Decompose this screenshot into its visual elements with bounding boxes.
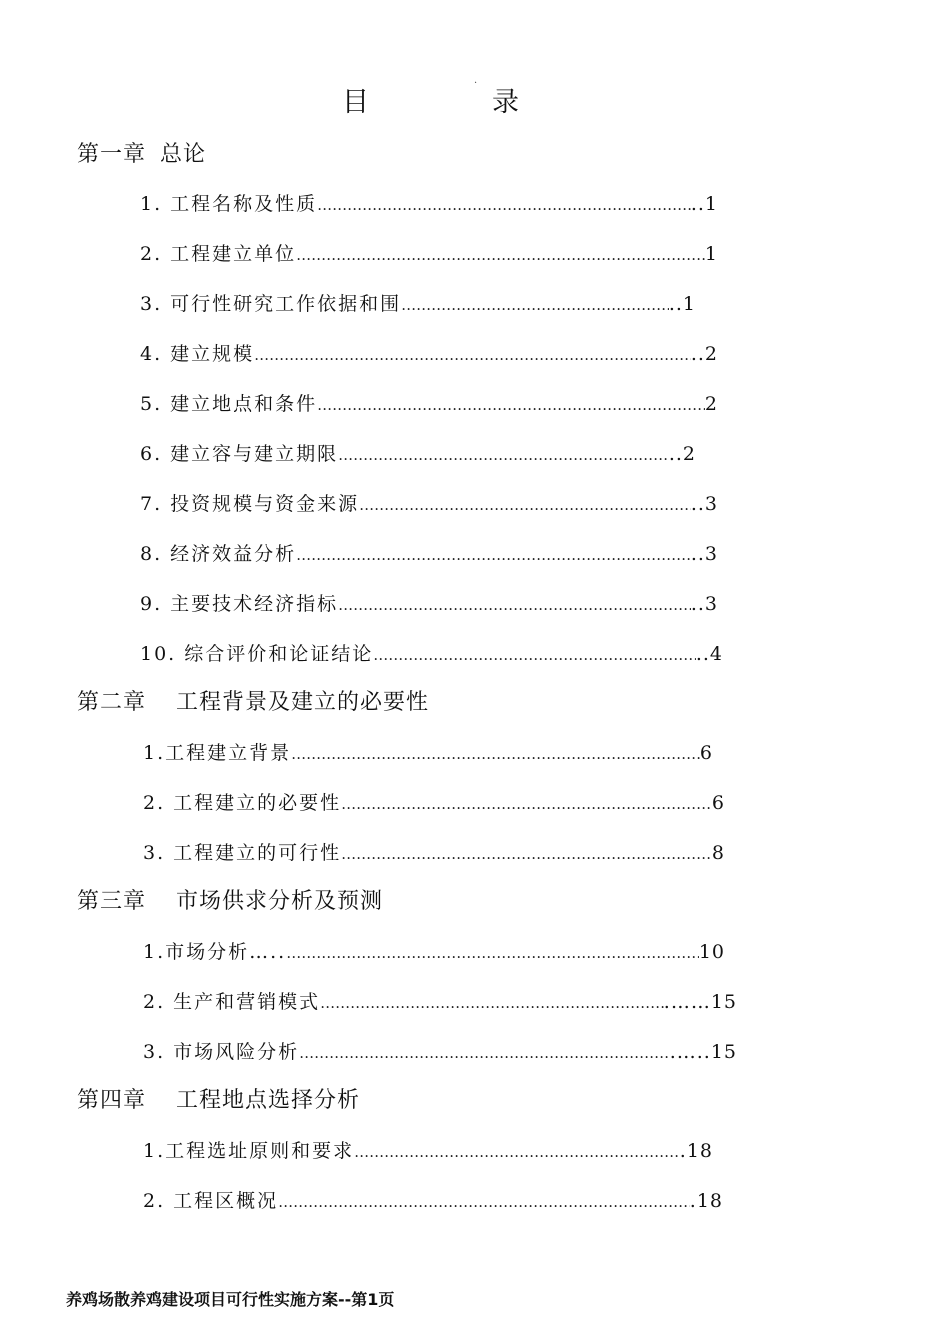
chapter-title: 工程地点选择分析 (176, 1088, 361, 1113)
dot-leader (320, 994, 664, 1012)
toc-entry-page: ..2 (668, 443, 696, 465)
dot-leader (317, 196, 691, 214)
toc-entry-page: 1 (704, 243, 718, 265)
toc-entry-label: 7. 投资规模与资金来源 (140, 493, 360, 515)
toc-entry[interactable] (140, 389, 718, 416)
toc-entry-page: 6 (699, 742, 713, 764)
dot-leader (359, 496, 691, 514)
toc-entry-label: 1. 工程名称及性质 (140, 193, 318, 215)
toc-entry-page: ..2 (690, 343, 718, 365)
toc-entry-page: ..1 (668, 293, 696, 315)
chapter-number: 第四章 (77, 1088, 147, 1113)
dot-leader (299, 1044, 670, 1062)
toc-entry[interactable] (140, 189, 718, 216)
toc-entry-label: 9. 主要技术经济指标 (140, 593, 339, 615)
toc-entry[interactable] (140, 239, 718, 266)
toc-entry[interactable] (143, 937, 725, 964)
toc-entry[interactable] (140, 339, 718, 366)
chapter-heading-1[interactable] (77, 137, 206, 168)
toc-entry-page: 6 (711, 792, 725, 814)
toc-entry[interactable] (143, 987, 737, 1014)
toc-entry-label: 10. 综合评价和论证结论 (140, 643, 374, 665)
dot-leader (341, 845, 712, 863)
chapter-heading-4[interactable] (77, 1083, 360, 1114)
toc-entry[interactable] (140, 639, 723, 666)
toc-entry[interactable] (140, 489, 718, 516)
toc-entry[interactable] (143, 1037, 737, 1064)
toc-entry-label: 1.工程选址原则和要求 (143, 1140, 355, 1162)
dot-leader (338, 446, 669, 464)
dot-leader (254, 346, 691, 364)
toc-title-right: 录 (492, 87, 519, 118)
toc-entry-page: 8 (711, 842, 725, 864)
toc-entry-label: 3. 可行性研究工作依据和围 (140, 293, 402, 315)
dot-leader (373, 646, 696, 664)
toc-entry-label: 8. 经济效益分析 (140, 543, 297, 565)
toc-entry-page: 10 (698, 941, 725, 963)
dot-leader (401, 296, 669, 314)
chapter-heading-2[interactable] (77, 685, 429, 716)
toc-entry-label: 1.市场分析….. (143, 941, 287, 963)
chapter-title: 工程背景及建立的必要性 (176, 690, 430, 715)
toc-title (0, 80, 950, 120)
chapter-number: 第二章 (77, 690, 147, 715)
toc-entry-page: .……15 (663, 991, 737, 1013)
chapter-number: 第三章 (77, 889, 147, 914)
toc-title-left: 目 (342, 87, 369, 118)
chapter-number: 第一章 (77, 142, 147, 167)
chapter-heading-3[interactable] (77, 884, 383, 915)
toc-entry[interactable] (143, 788, 725, 815)
chapter-title: 市场供求分析及预测 (176, 889, 384, 914)
dot-leader (338, 596, 691, 614)
toc-entry-page: ..1 (690, 193, 718, 215)
dot-leader (291, 745, 700, 763)
dot-leader (278, 1193, 690, 1211)
toc-entry-label: 2. 工程建立单位 (140, 243, 297, 265)
dot-leader (296, 246, 705, 264)
toc-entry-page: ..3 (690, 493, 718, 515)
toc-entry[interactable] (140, 289, 696, 316)
toc-entry[interactable] (143, 1186, 723, 1213)
dot-leader (286, 944, 699, 962)
dot-leader (317, 396, 705, 414)
toc-entry-page: .…..15 (669, 1041, 737, 1063)
toc-entry[interactable] (140, 539, 718, 566)
toc-entry-label: 3. 工程建立的可行性 (143, 842, 342, 864)
toc-entry-page: .18 (679, 1140, 713, 1162)
toc-entry[interactable] (140, 589, 718, 616)
toc-entry[interactable] (143, 738, 713, 765)
toc-entry[interactable] (143, 1136, 713, 1163)
toc-entry-label: 3. 市场风险分析 (143, 1041, 300, 1063)
dot-leader (354, 1143, 680, 1161)
page-footer: 养鸡场散养鸡建设项目可行性实施方案--第1页 (66, 1290, 395, 1309)
toc-entry[interactable] (143, 838, 725, 865)
toc-entry-page: ..4 (695, 643, 723, 665)
toc-entry-label: 6. 建立容与建立期限 (140, 443, 339, 465)
toc-entry-page: 2 (704, 393, 718, 415)
toc-entry[interactable] (140, 439, 696, 466)
toc-entry-page: ..3 (690, 593, 718, 615)
toc-entry-label: 5. 建立地点和条件 (140, 393, 318, 415)
dot-leader (296, 546, 691, 564)
dot-leader (341, 795, 712, 813)
toc-entry-label: 2. 工程区概况 (143, 1190, 279, 1212)
toc-entry-label: 1.工程建立背景 (143, 742, 292, 764)
chapter-title: 总论 (160, 142, 207, 167)
toc-entry-label: 2. 生产和营销模式 (143, 991, 321, 1013)
toc-entry-label: 2. 工程建立的必要性 (143, 792, 342, 814)
toc-entry-page: ..3 (690, 543, 718, 565)
toc-entry-label: 4. 建立规模 (140, 343, 255, 365)
toc-entry-page: .18 (689, 1190, 723, 1212)
title-speck: · (474, 78, 478, 89)
